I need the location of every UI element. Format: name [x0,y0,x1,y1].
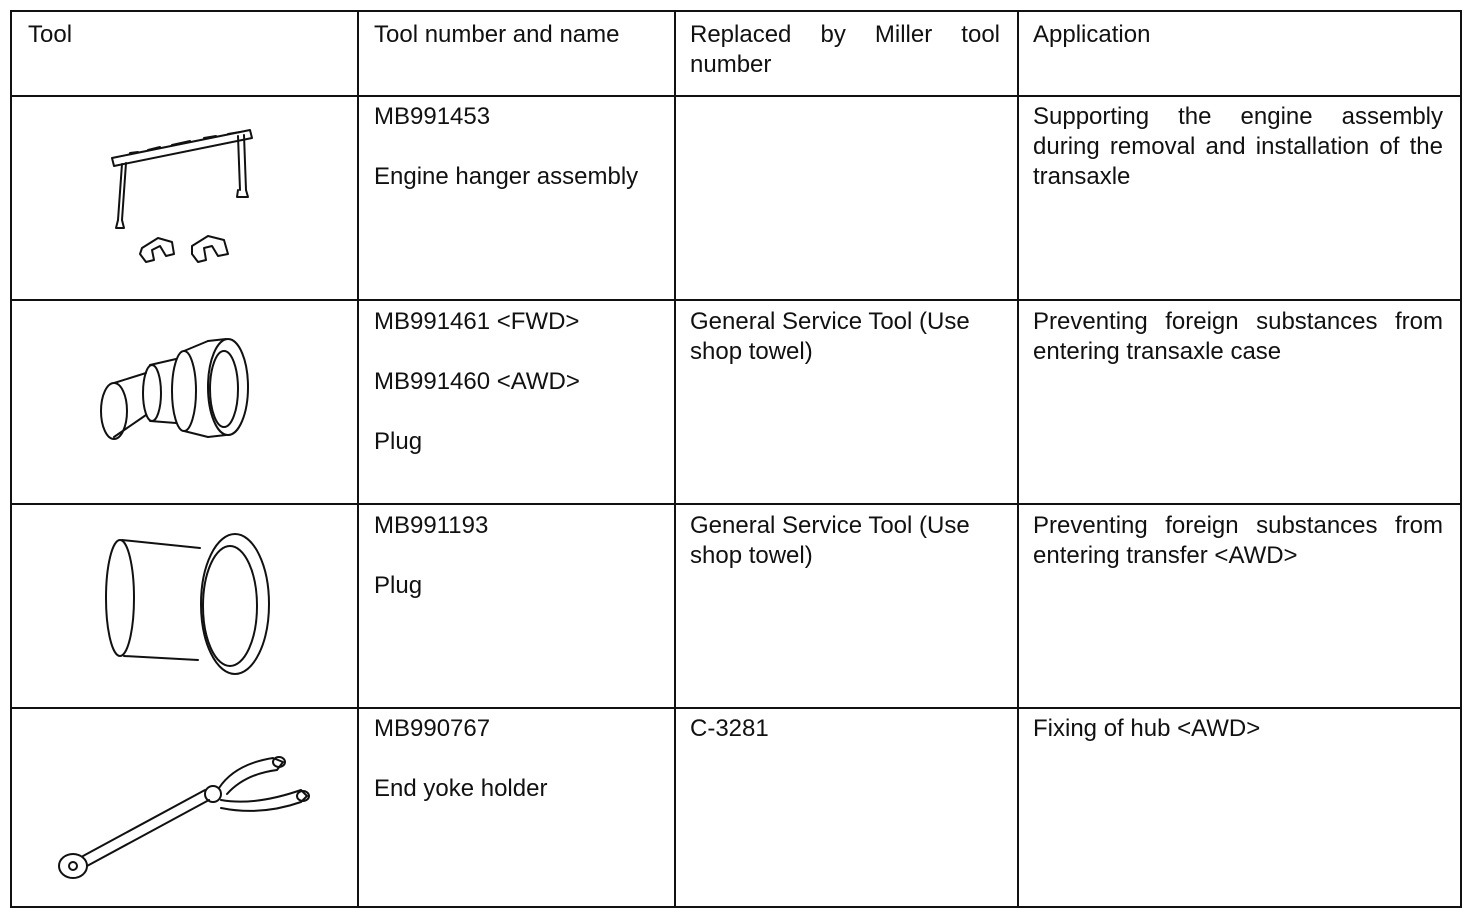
row-2-number-awd: MB991460 <AWD> [374,368,580,395]
header-application [1033,20,1443,50]
row-1-application-text: Supporting the engine assembly during removal and installation of the transaxle [1033,103,1443,190]
row-1-application [1033,102,1443,192]
row-2-tool-number-name [374,307,654,457]
row-2-name: Plug [374,428,423,455]
row-4-application [1033,714,1443,744]
column-divider [674,12,676,906]
row-4-number: MB990767 [374,715,491,742]
row-1-number: MB991453 [374,103,491,130]
header-application-label: Application [1033,21,1151,48]
row-4-replaced-by-text: C-3281 [690,715,769,742]
row-4-replaced-by [690,714,1000,744]
row-4-name: End yoke holder [374,775,548,802]
column-divider [357,12,359,906]
row-3-tool-number-name [374,511,654,601]
row-1-name: Engine hanger assembly [374,163,639,190]
header-tool-number-name-label: Tool number and name [374,21,620,48]
header-replaced-by [690,20,1000,80]
header-tool [28,20,348,50]
plug-fwd-awd-icon [96,335,261,460]
row-divider [12,707,1460,709]
row-2-replaced-by-text: General Service Tool (Use shop towel) [690,308,970,365]
row-4-application-text: Fixing of hub <AWD> [1033,715,1261,742]
row-divider [12,503,1460,505]
column-divider [1017,12,1019,906]
header-replaced-by-label: Replaced by Miller tool number [690,21,1000,78]
row-3-replaced-by [690,511,1000,571]
row-3-name: Plug [374,572,423,599]
row-1-tool-number-name [374,102,654,192]
row-3-replaced-by-text: General Service Tool (Use shop towel) [690,512,970,569]
engine-hanger-icon [100,120,270,280]
row-4-tool-number-name [374,714,654,804]
row-3-number: MB991193 [374,512,489,539]
header-tool-label: Tool [28,21,73,48]
plug-transfer-icon [100,528,280,683]
row-3-application [1033,511,1443,571]
row-2-number-fwd: MB991461 <FWD> [374,308,580,335]
row-2-application-text: Preventing foreign substances from entering transaxle case [1033,308,1443,365]
row-2-replaced-by [690,307,1000,367]
row-divider [12,95,1460,97]
end-yoke-holder-icon [55,750,320,890]
row-3-application-text: Preventing foreign substances from entering transfer <AWD> [1033,512,1443,569]
header-tool-number-name [374,20,669,50]
row-2-application [1033,307,1443,367]
row-divider [12,299,1460,301]
